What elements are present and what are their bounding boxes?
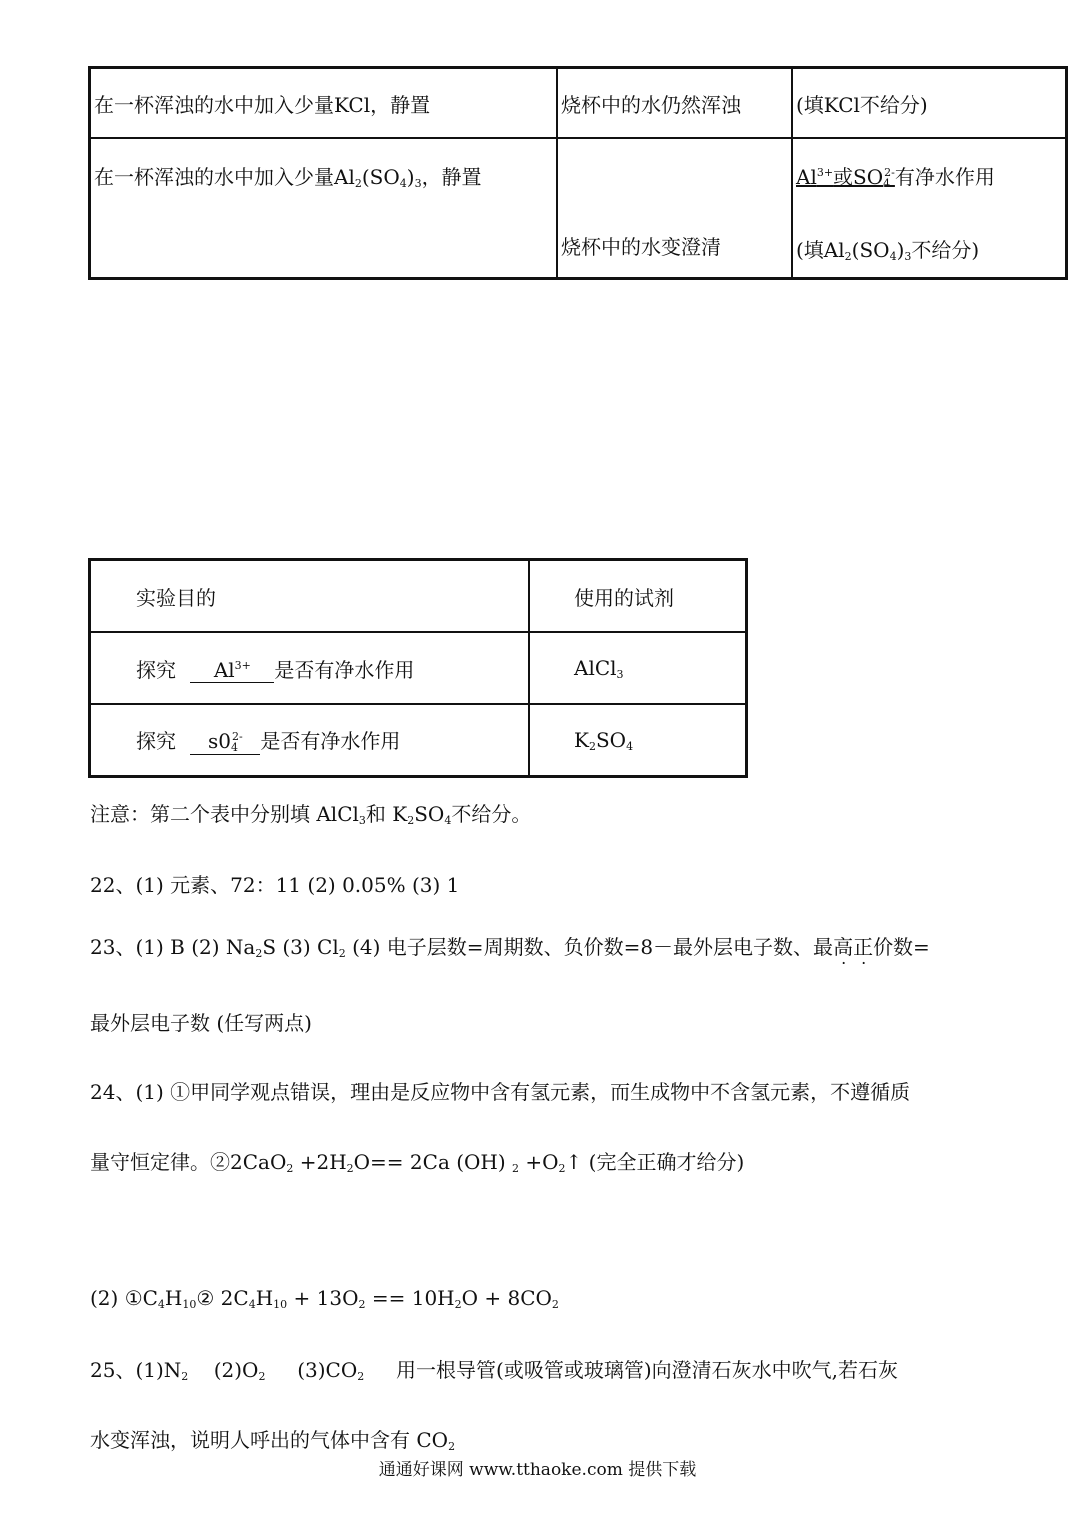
answer-25-cont xyxy=(90,1424,455,1453)
underlined-answer xyxy=(796,165,895,189)
subscript: 4 xyxy=(889,250,897,263)
text: O + 8CO xyxy=(461,1286,552,1310)
table-row xyxy=(90,138,1067,279)
answer-23-cont: 最外层电子数 (任写两点) xyxy=(90,1011,312,1035)
subscript: 2 xyxy=(448,1440,456,1453)
cell-text: 烧杯中的水仍然浑浊 xyxy=(561,92,741,117)
subscript: 2 xyxy=(255,947,263,960)
text: (2) ①C xyxy=(90,1286,158,1310)
table-cell xyxy=(529,704,747,777)
table-cell xyxy=(90,632,530,704)
text: +O xyxy=(519,1150,559,1174)
superscript: 3+ xyxy=(234,658,251,672)
text: 探究 xyxy=(136,729,176,753)
answer-table-1 xyxy=(88,66,1068,280)
subscript: 2 xyxy=(551,1298,559,1311)
text: 价数= xyxy=(873,935,930,959)
subscript: 2 xyxy=(512,1162,520,1175)
text: (填Al xyxy=(796,238,845,262)
cell-text: (填KCl不给分) xyxy=(796,92,928,117)
text: 探究 xyxy=(136,657,176,682)
subscript: 4 xyxy=(157,1298,165,1311)
subscript: 2 xyxy=(346,1162,354,1175)
subscript: 4 xyxy=(231,741,238,754)
subscript: 2 xyxy=(588,739,596,753)
text: 和 K xyxy=(365,802,408,826)
text: s0 xyxy=(208,729,231,753)
subscript: 4 xyxy=(626,739,634,753)
table-cell xyxy=(529,560,747,633)
text: SO xyxy=(595,727,627,752)
table-cell xyxy=(557,138,792,279)
text: 23、(1) B (2) Na xyxy=(90,935,256,959)
answer-blank xyxy=(190,729,260,755)
text: ↑ (完全正确才给分) xyxy=(565,1150,745,1174)
table-cell xyxy=(792,68,1067,139)
text: AlCl xyxy=(574,655,617,680)
text: ，静置 xyxy=(421,165,482,189)
text: ② 2C xyxy=(196,1286,249,1310)
subscript: 2 xyxy=(454,1298,462,1311)
answer-24: 24、(1) ①甲同学观点错误，理由是反应物中含有氢元素，而生成物中不含氢元素，不遵循质 xyxy=(90,1080,911,1104)
table-row xyxy=(90,632,747,704)
table-cell xyxy=(90,560,530,633)
table-row xyxy=(90,68,1067,139)
table-row xyxy=(90,704,747,777)
table-cell xyxy=(90,704,530,777)
text: 在一杯浑浊的水中加入少量Al xyxy=(94,165,355,189)
subscript: 2 xyxy=(844,250,852,263)
text: 用一根导管(或吸管或玻璃管)向澄清石灰水中吹气,若石灰 xyxy=(364,1358,899,1382)
text: O== 2Ca (OH) xyxy=(353,1150,513,1174)
table-cell xyxy=(90,68,558,139)
note-line xyxy=(90,798,531,827)
answer-table-2 xyxy=(88,558,748,778)
subscript: 2 xyxy=(338,947,346,960)
subscript: 10 xyxy=(273,1298,288,1311)
text: 量守恒定律。②2CaO xyxy=(90,1150,287,1174)
text: S (3) Cl xyxy=(262,935,339,959)
cell-text: 烧杯中的水变澄清 xyxy=(561,235,721,259)
text: (3)CO xyxy=(265,1358,358,1382)
text: 水变浑浊，说明人呼出的气体中含有 CO xyxy=(90,1428,449,1452)
answer-blank xyxy=(190,658,274,683)
text: SO xyxy=(414,802,445,826)
answer-25 xyxy=(90,1354,898,1383)
text: 25、(1)N xyxy=(90,1358,182,1382)
text: 是否有净水作用 xyxy=(274,657,415,682)
text: ) xyxy=(406,165,415,189)
text: 是否有净水作用 xyxy=(260,729,401,753)
subscript: 3 xyxy=(358,814,366,827)
superscript: 3+ xyxy=(816,166,834,179)
text: Al xyxy=(796,165,817,189)
answer-22: 22、(1) 元素、72：11 (2) 0.05% (3) 1 xyxy=(90,873,460,897)
answer-24-cont xyxy=(90,1146,744,1175)
text: 不给分) xyxy=(911,238,980,262)
table-cell xyxy=(529,632,747,704)
text: H xyxy=(164,1286,183,1310)
text: (SO xyxy=(361,165,400,189)
text: H xyxy=(255,1286,274,1310)
subscript: 3 xyxy=(616,667,624,681)
cell-text xyxy=(796,161,1065,190)
subscript: 10 xyxy=(182,1298,197,1311)
table-cell xyxy=(557,68,792,139)
text: (4) 电子层数=周期数、负价数=8－最外层电子数、最 xyxy=(345,935,834,959)
text: ) xyxy=(896,238,905,262)
footer-credit: 通通好课网 www.tthaoke.com 提供下载 xyxy=(378,1460,697,1480)
subscript: 4 xyxy=(444,814,452,827)
answer-24-part2 xyxy=(90,1286,559,1311)
table-cell xyxy=(792,138,1067,279)
text: 注意：第二个表中分别填 AlCl xyxy=(90,802,359,826)
column-header: 使用的试剂 xyxy=(574,585,674,610)
subscript: 2 xyxy=(354,177,362,190)
superscript: 2- xyxy=(232,730,243,743)
column-header: 实验目的 xyxy=(136,585,216,610)
subscript: 2 xyxy=(558,1162,566,1175)
table-header-row xyxy=(90,560,747,633)
cell-text: 在一杯浑浊的水中加入少量KCl，静置 xyxy=(94,92,431,117)
answer-23 xyxy=(90,931,930,960)
text: 或SO xyxy=(833,165,884,189)
superscript: 2- xyxy=(884,166,895,179)
text: Al xyxy=(213,657,235,682)
subscript: 3 xyxy=(904,250,912,263)
text: K xyxy=(574,727,589,752)
subscript: 2 xyxy=(286,1162,294,1175)
text: 有净水作用 xyxy=(894,165,995,189)
subscript: 2 xyxy=(258,1370,266,1383)
subscript: 4 xyxy=(399,177,407,190)
subscript: 2 xyxy=(181,1370,189,1383)
text: (SO xyxy=(851,238,890,262)
text: +2H xyxy=(293,1150,347,1174)
text: (2)O xyxy=(188,1358,259,1382)
table-cell xyxy=(90,138,558,279)
text: 不给分。 xyxy=(451,802,532,826)
subscript: 3 xyxy=(414,177,422,190)
emphasis-dot-text: 高 xyxy=(833,935,854,959)
subscript: 4 xyxy=(248,1298,256,1311)
subscript: 2 xyxy=(407,814,415,827)
subscript: 4 xyxy=(883,177,891,190)
subscript: 2 xyxy=(357,1370,365,1383)
subscript: 2 xyxy=(358,1298,366,1311)
text: == 10H xyxy=(365,1286,455,1310)
text: + 13O xyxy=(287,1286,359,1310)
cell-text xyxy=(796,234,1065,263)
emphasis-dot-text: 正 xyxy=(853,935,874,959)
cell-text xyxy=(94,161,556,190)
